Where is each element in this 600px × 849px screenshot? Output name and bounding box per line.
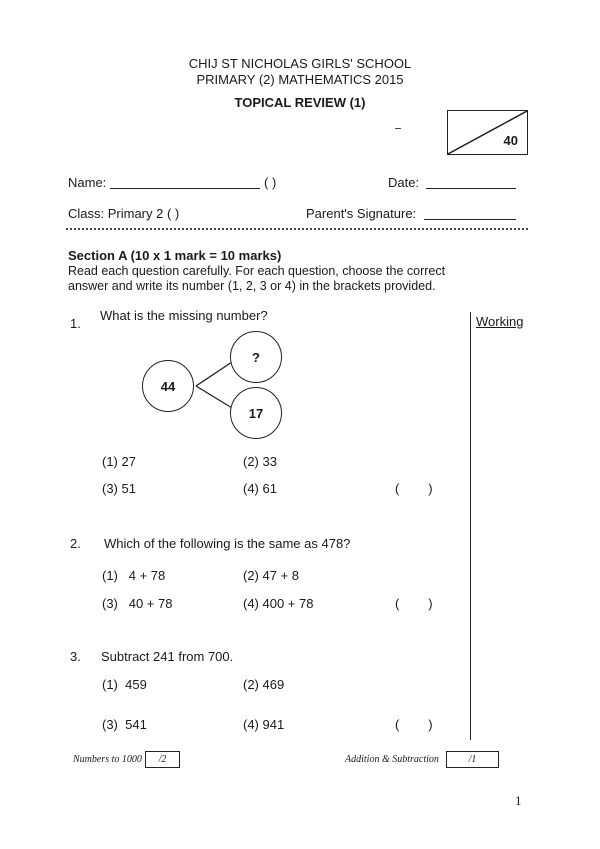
part-value: 17 (248, 405, 264, 421)
name-label: Name: (68, 175, 107, 190)
option-2[interactable]: (2) 47 + 8 (243, 568, 300, 583)
index-bracket: ( ) (264, 175, 277, 190)
date-field[interactable] (426, 188, 516, 189)
paper-subtitle: PRIMARY (2) MATHEMATICS 2015 (196, 72, 404, 87)
school-name: CHIJ ST NICHOLAS GIRLS' SCHOOL (188, 56, 412, 71)
part-circle-bottom (230, 387, 282, 439)
option-1[interactable]: (1) 4 + 78 (102, 568, 166, 583)
working-divider (470, 312, 471, 740)
class-label: Class: Primary 2 ( ) (68, 206, 180, 221)
working-label: Working (476, 314, 524, 329)
signature-label: Parent's Signature: (306, 206, 417, 221)
option-1[interactable]: (1) 27 (102, 454, 136, 469)
option-2[interactable]: (2) 469 (243, 677, 285, 692)
part-circle-top (230, 331, 282, 383)
footer-score-left (145, 751, 180, 768)
option-2[interactable]: (2) 33 (243, 454, 277, 469)
answer-bracket[interactable]: ( ) (395, 596, 433, 611)
footer-topic-left: Numbers to 1000 (73, 754, 142, 765)
score-left: /2 (158, 754, 167, 765)
option-4[interactable]: (4) 61 (243, 481, 277, 496)
option-4[interactable]: (4) 941 (243, 717, 285, 732)
question-number: 2. (70, 536, 81, 551)
footer-topic-right: Addition & Subtraction (345, 754, 439, 765)
answer-bracket[interactable]: ( ) (395, 481, 433, 496)
whole-circle (142, 360, 194, 412)
stray-mark (395, 128, 401, 129)
question-text: Subtract 241 from 700. (101, 649, 234, 664)
instructions-line-2: answer and write its number (1, 2, 3 or 4) in the brackets provided. (68, 279, 436, 293)
option-3[interactable]: (3) 541 (102, 717, 147, 732)
option-3[interactable]: (3) 51 (102, 481, 136, 496)
name-field[interactable] (110, 188, 260, 189)
divider (66, 228, 528, 230)
footer-score-right (446, 751, 499, 768)
question-text: Which of the following is the same as 478? (104, 536, 351, 551)
score-right: /1 (468, 754, 477, 765)
page-number: 1 (515, 793, 522, 808)
total-marks-box (447, 110, 528, 155)
paper-title: TOPICAL REVIEW (1) (234, 95, 366, 110)
question-number: 3. (70, 649, 81, 664)
option-4[interactable]: (4) 400 + 78 (243, 596, 314, 611)
option-1[interactable]: (1) 459 (102, 677, 147, 692)
date-label: Date: (388, 175, 420, 190)
signature-field[interactable] (424, 219, 516, 220)
question-text: What is the missing number? (100, 308, 268, 323)
total-marks: 40 (503, 133, 518, 148)
missing-value: ? (252, 349, 260, 365)
section-heading: Section A (10 x 1 mark = 10 marks) (68, 248, 282, 263)
question-number: 1. (70, 316, 81, 331)
whole-value: 44 (160, 378, 176, 394)
instructions-line-1: Read each question carefully. For each question, choose the correct (68, 264, 446, 278)
answer-bracket[interactable]: ( ) (395, 717, 433, 732)
option-3[interactable]: (3) 40 + 78 (102, 596, 173, 611)
